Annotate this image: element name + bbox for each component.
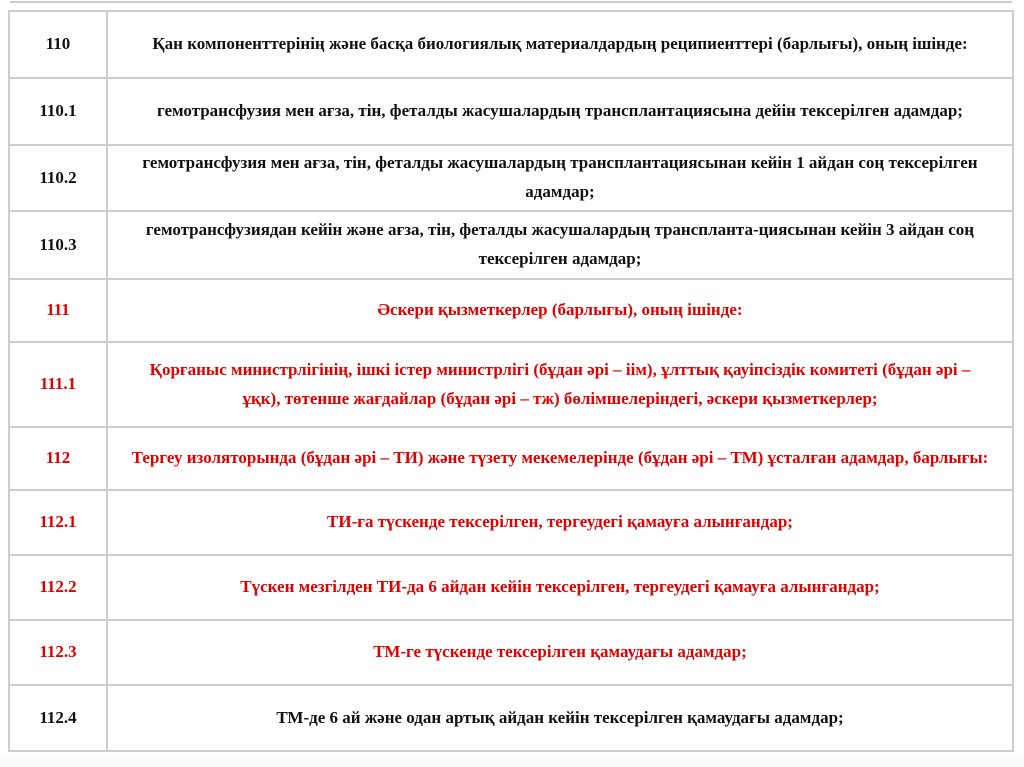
row-code-cell: 111.1 [9, 342, 107, 427]
row-code-cell: 110.2 [9, 145, 107, 211]
table-row [9, 211, 1013, 279]
row-code-cell: 112.3 [9, 620, 107, 685]
table-row [9, 685, 1013, 751]
row-description-cell: гемотрансфузиядан кейін және ағза, тін, феталды жасушалардың транспланта-циясынан кейін 3 айдан соң тексерілген адамдар; [107, 211, 1013, 279]
recipients-statistics-table [8, 10, 1014, 752]
table-row [9, 342, 1013, 427]
row-code-cell: 112 [9, 427, 107, 490]
row-code-cell: 111 [9, 279, 107, 342]
row-code-cell: 112.1 [9, 490, 107, 555]
table-row [9, 78, 1013, 145]
table-row [9, 145, 1013, 211]
table-row [9, 555, 1013, 620]
row-code-cell: 110.3 [9, 211, 107, 279]
row-description-cell: Қан компоненттерінің және басқа биологиялық материалдардың реципиенттері (барлығы), оның ішінде: [107, 11, 1013, 78]
table-row [9, 427, 1013, 490]
row-description-cell: Тергеу изоляторында (бұдан әрі – ТИ) және түзету мекемелерінде (бұдан әрі – ТМ) ұсталған адамдар, барлығы: [107, 427, 1013, 490]
row-description-cell: ТМ-ге түскенде тексерілген қамаудағы адамдар; [107, 620, 1013, 685]
table-row [9, 11, 1013, 78]
row-description-cell: гемотрансфузия мен ағза, тін, феталды жасушалардың трансплантациясына дейін тексерілген адамдар; [107, 78, 1013, 145]
row-code-cell: 110.1 [9, 78, 107, 145]
row-code-cell: 110 [9, 11, 107, 78]
table-row [9, 490, 1013, 555]
row-description-cell: гемотрансфузия мен ағза, тін, феталды жасушалардың трансплантациясынан кейін 1 айдан соң тексерілген адамдар; [107, 145, 1013, 211]
row-description-cell: ТИ-ға түскенде тексерілген, тергеудегі қамауға алынғандар; [107, 490, 1013, 555]
cut-off-table-edge-line [10, 1, 1012, 3]
row-code-cell: 112.4 [9, 685, 107, 751]
table-row [9, 279, 1013, 342]
row-description-cell: Әскери қызметкерлер (барлығы), оның ішінде: [107, 279, 1013, 342]
table-body [9, 11, 1013, 751]
bottom-margin-band [0, 757, 1024, 767]
row-description-cell: ТМ-де 6 ай және одан артық айдан кейін тексерілген қамаудағы адамдар; [107, 685, 1013, 751]
table-row [9, 620, 1013, 685]
row-description-cell: Түскен мезгілден ТИ-да 6 айдан кейін тексерілген, тергеудегі қамауға алынғандар; [107, 555, 1013, 620]
row-description-cell: Қорғаныс министрлігінің, ішкі істер министрлігі (бұдан әрі – іім), ұлттық қауіпсіздік комитеті (бұдан әрі – ұқк), төтенше жағдайлар (бұдан әрі – тж) бөлімшелеріндегі, әскери қызметкерлер; [107, 342, 1013, 427]
row-code-cell: 112.2 [9, 555, 107, 620]
